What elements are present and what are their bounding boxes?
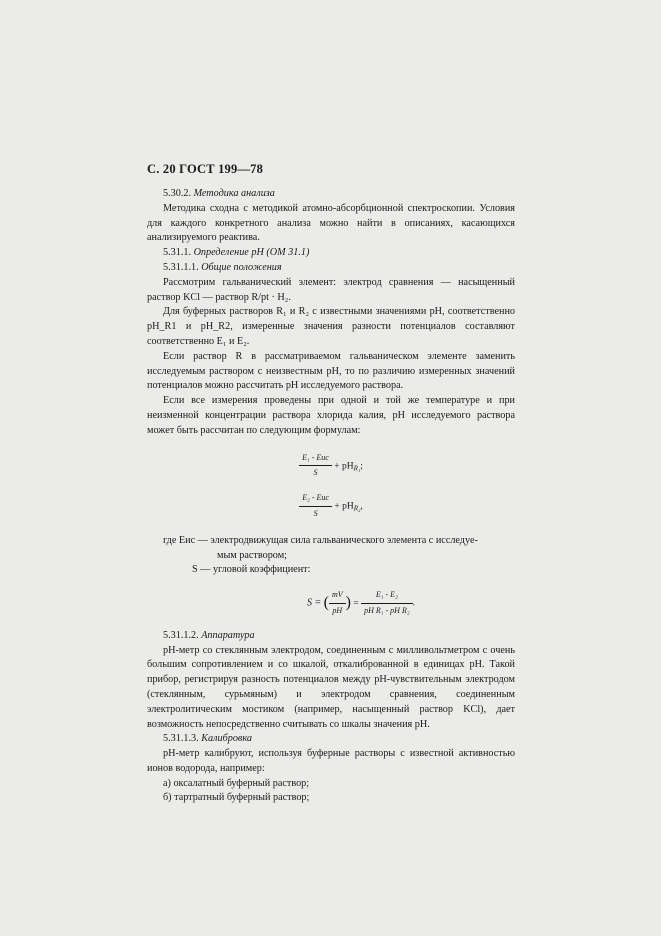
formula-tail: + pH <box>334 461 354 472</box>
section-5-31-1-2 <box>147 629 515 644</box>
denominator: pH R₁ - pH R₂ <box>364 605 410 615</box>
fraction <box>329 588 346 619</box>
paragraph: pH-метр со стеклянным электродом, соединенным с милливольтметром с очень большим сопротивлением и со шкалой, откалиброванной в единицах pH. Такой прибор, регистрируя разность потенциалов между pH-чувствительным электродом (стеклянным, сурьмяным) и электродом сравнения, соединенным электролитическим мостиком (например, насыщенный раствор KCl), дает возможность непосредственно считывать со шкалы значения pH. <box>147 644 515 730</box>
formula-1 <box>147 451 515 482</box>
punctuation: ; <box>360 461 363 472</box>
section-5-30-2 <box>147 187 515 202</box>
paragraph: Если все измерения проведены при одной и той же температуре и при неизменной концентрации раствора хлорида калия, pH исследуемого раствора может быть рассчитан по следующим формулам: <box>147 395 515 436</box>
denominator: S <box>313 508 318 518</box>
section-5-31-1 <box>147 246 515 261</box>
where-slope: S — угловой коэффициент: <box>192 564 311 576</box>
paragraph: Для буферных растворов R₁ и R₂ с известными значениями pH, соответственно pH_R1 и pH_R2, измеренные значения разности потенциалов составляют соответственно E₁ и E₂. <box>147 306 515 347</box>
left-paren: ( <box>323 594 329 612</box>
subscript: R₁ <box>353 464 361 473</box>
section-5-31-1-3 <box>147 732 515 747</box>
section-number: 5.30.2. <box>163 188 192 199</box>
where-continuation: мым раствором; <box>217 549 287 561</box>
paragraph: Методика сходна с методикой атомно-абсорбционной спектроскопии. Условия для каждого конкретного анализа можно найти в описаниях, касающихся анализируемого реактива. <box>147 202 515 244</box>
list-item: б) тартратный буферный раствор; <box>163 792 310 804</box>
fraction <box>361 588 413 619</box>
paragraph: Рассмотрим гальванический элемент: электрод сравнения — насыщенный раствор KCl — раствор R/pt · H₂. <box>147 276 515 303</box>
formula-2 <box>147 491 515 522</box>
numerator: mV <box>329 588 346 604</box>
document-body <box>147 187 515 806</box>
section-title: Методика анализа <box>193 188 275 199</box>
punctuation: . <box>412 598 415 609</box>
paragraph: pH-метр калибруют, используя буферные растворы с известной активностью ионов водорода, например: <box>147 748 515 774</box>
numerator: E₂ - Eис <box>299 491 332 507</box>
section-number: 5.31.1.1. <box>163 261 199 273</box>
punctuation: , <box>360 501 363 512</box>
formula-lhs: S = <box>307 597 322 609</box>
section-5-31-1-1 <box>147 261 515 276</box>
equals: = <box>353 598 359 609</box>
right-paren: ) <box>345 594 351 612</box>
section-number: 5.31.1. <box>163 247 192 259</box>
section-number: 5.31.1.2. <box>163 629 199 641</box>
formula-tail: + pH <box>334 501 354 512</box>
section-title: Калибровка <box>201 733 252 745</box>
fraction <box>299 451 332 482</box>
denominator: pH <box>332 605 343 615</box>
numerator: E₁ - E₂ <box>361 588 413 604</box>
page-header: С. 20 ГОСТ 199—78 <box>147 162 264 176</box>
where-clause: где Eис — электродвижущая сила гальванического элемента с исследуе- <box>163 534 478 546</box>
paragraph: Если раствор R в рассматриваемом гальваническом элементе заменить исследуемым раствором с неизвестным pH, то по различию измеренных значений потенциалов можно рассчитать pH исследуемого раствора. <box>147 350 515 392</box>
formula-3 <box>147 588 515 619</box>
section-title: Аппаратура <box>201 629 255 641</box>
section-number: 5.31.1.3. <box>163 733 199 745</box>
section-title: Общие положения <box>201 261 282 273</box>
numerator: E₁ - Eис <box>299 451 332 467</box>
denominator: S <box>313 468 318 478</box>
fraction <box>299 491 332 522</box>
section-title: Определение pH (ОМ 31.1) <box>193 247 310 259</box>
list-item: а) оксалатный буферный раствор; <box>163 777 310 789</box>
subscript: R₂ <box>353 504 361 513</box>
